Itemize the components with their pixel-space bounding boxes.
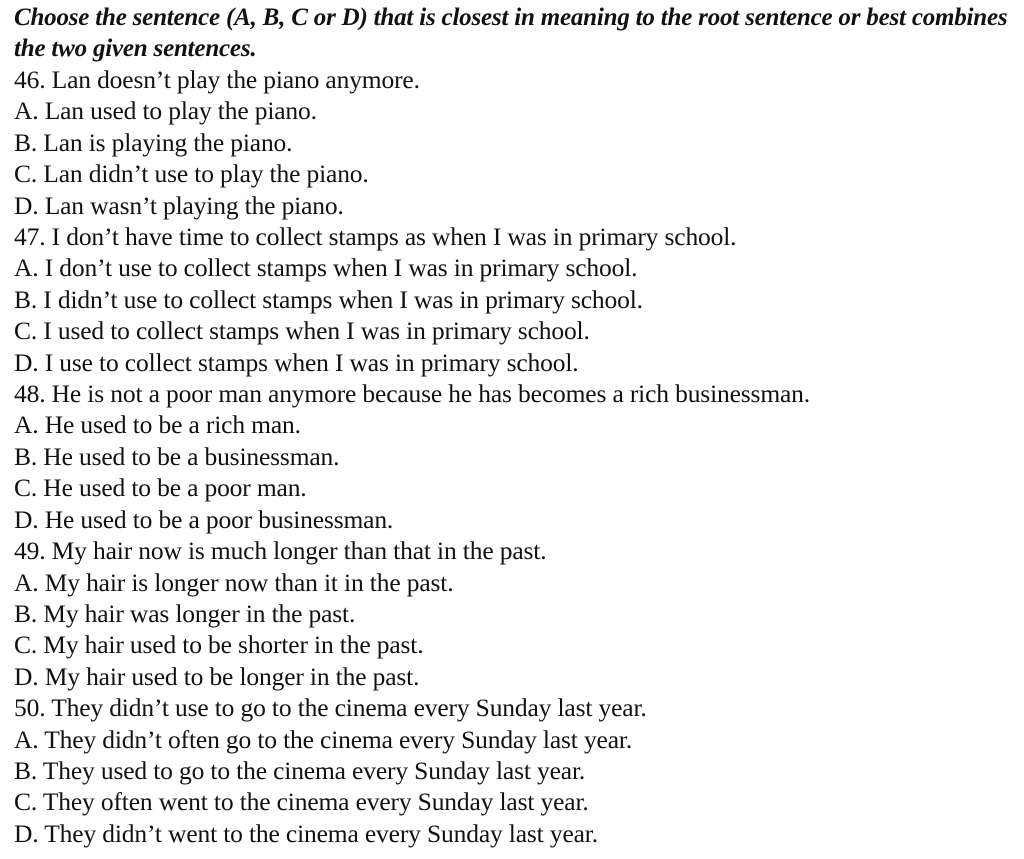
option-a: A. My hair is longer now than it in the past. xyxy=(14,567,454,597)
question-stem: 46. Lan doesn’t play the piano anymore. xyxy=(14,65,420,94)
option-b: B. My hair was longer in the past. xyxy=(14,598,356,628)
question-50 xyxy=(14,692,1018,849)
question-stem: 48. He is not a poor man anymore because he has becomes a rich businessman. xyxy=(14,379,811,409)
option-b: B. They used to go to the cinema every Sunday last year. xyxy=(14,755,586,785)
question-stem: 47. I don’t have time to collect stamps as when I was in primary school. xyxy=(14,222,737,252)
option-c: C. My hair used to be shorter in the past. xyxy=(14,630,424,660)
option-d: D. Lan wasn’t playing the piano. xyxy=(14,190,344,220)
worksheet-page xyxy=(14,2,1018,849)
option-c: C. They often went to the cinema every Sunday last year. xyxy=(14,787,589,817)
option-a: A. Lan used to play the piano. xyxy=(14,96,317,126)
option-b: B. Lan is playing the piano. xyxy=(14,127,293,157)
question-48 xyxy=(14,378,1018,535)
option-c: C. Lan didn’t use to play the piano. xyxy=(14,159,369,189)
question-stem: 50. They didn’t use to go to the cinema every Sunday last year. xyxy=(14,693,647,723)
question-47 xyxy=(14,221,1018,378)
instructions-text: Choose the sentence (A, B, C or D) that is closest in meaning to the root sentence or best combines the two given sentences. xyxy=(14,4,1008,62)
option-b: B. He used to be a businessman. xyxy=(14,441,340,471)
option-c: C. I used to collect stamps when I was in primary school. xyxy=(14,316,590,346)
option-d: D. He used to be a poor businessman. xyxy=(14,504,394,534)
option-b: B. I didn’t use to collect stamps when I was in primary school. xyxy=(14,284,643,314)
question-49 xyxy=(14,535,1018,692)
option-a: A. They didn’t often go to the cinema every Sunday last year. xyxy=(14,724,633,754)
option-a: A. He used to be a rich man. xyxy=(14,410,301,440)
option-d: D. My hair used to be longer in the past. xyxy=(14,661,420,691)
option-d: D. I use to collect stamps when I was in primary school. xyxy=(14,347,579,377)
question-46 xyxy=(14,64,1018,221)
option-a: A. I don’t use to collect stamps when I was in primary school. xyxy=(14,253,638,283)
question-stem: 49. My hair now is much longer than that in the past. xyxy=(14,536,547,566)
option-d: D. They didn’t went to the cinema every Sunday last year. xyxy=(14,818,598,848)
option-c: C. He used to be a poor man. xyxy=(14,473,307,503)
